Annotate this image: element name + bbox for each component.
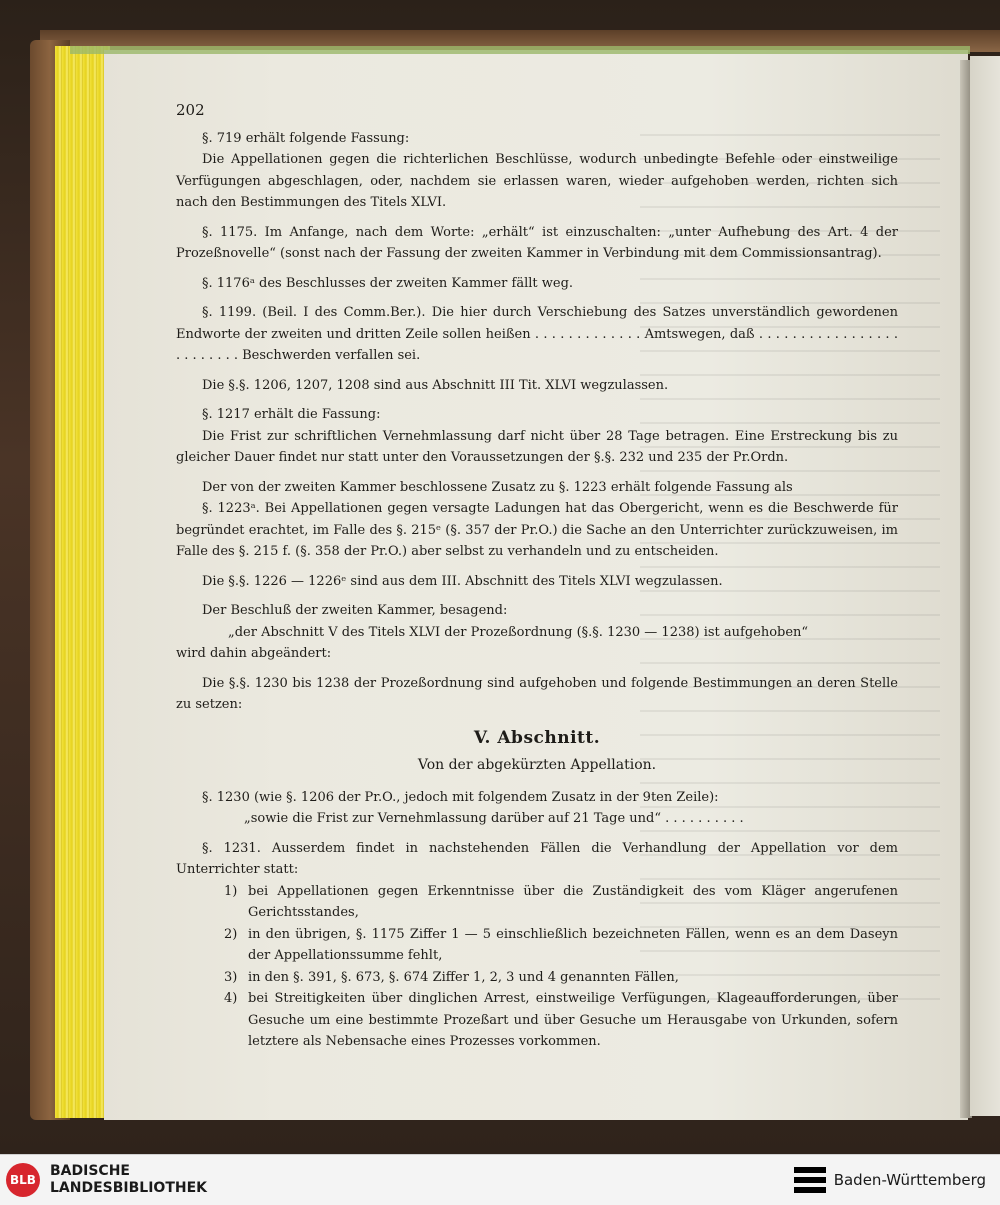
paragraph-1230: §. 1230 (wie §. 1206 der Pr.O., jedoch mit folgendem Zusatz in der 9ten Zeile): bbox=[202, 789, 719, 805]
list-item: 2) in den übrigen, §. 1175 Ziffer 1 — 5 einschließlich bezeichneten Fällen, wenn es an dem Daseyn der Appellationssumme fehlt, bbox=[224, 926, 898, 963]
blb-line2: LANDESBIBLIOTHEK bbox=[50, 1180, 208, 1196]
blb-name[interactable] bbox=[50, 1163, 207, 1197]
page-text bbox=[176, 100, 898, 1053]
section-heading: V. Abschnitt. bbox=[473, 727, 601, 748]
section-subheading: Von der abgekürzten Appellation. bbox=[417, 757, 657, 773]
paragraph-1175: §. 1175. Im Anfange, nach dem Worte: „erhält“ ist einzuschalten: „unter Aufhebung des Art. 4 der Prozeßnovelle“ (sonst nach der Fassung der zweiten Kammer in Verbindung mit dem Commissionsantrag). bbox=[176, 224, 898, 261]
bw-lions-icon bbox=[794, 1165, 826, 1195]
paragraph-1217-text: Die Frist zur schriftlichen Vernehmlassung darf nicht über 28 Tage betragen. Eine Erstreckung bis zu gleicher Dauer findet nur statt unter den Voraussetzungen der §.§. 232 und 235 der Pr.Ordn. bbox=[176, 428, 898, 465]
top-edge-band bbox=[70, 46, 970, 54]
footer-bar bbox=[0, 1154, 1000, 1205]
paragraph-1231-list bbox=[176, 881, 898, 1053]
paragraph-1226: Die §.§. 1226 — 1226ᵉ sind aus dem III. Abschnitt des Titels XLVI wegzulassen. bbox=[202, 573, 723, 589]
paragraph-1217-intro: §. 1217 erhält die Fassung: bbox=[202, 407, 381, 422]
list-item: 4) bei Streitigkeiten über dinglichen Arrest, einstweilige Verfügungen, Klageaufforderungen, über Gesuche um eine bestimmte Prozeßart und über Gesuche um Herausgabe von Urkunden, sofern letztere als Nebensache eines Prozesses vorkommen. bbox=[224, 991, 898, 1049]
facing-page bbox=[970, 56, 1000, 1116]
beschluss-end: wird dahin abgeändert: bbox=[176, 646, 332, 661]
page-number: 202 bbox=[176, 101, 205, 119]
bw-logo[interactable] bbox=[794, 1165, 986, 1195]
paragraph-1223-text: §. 1223ᵃ. Bei Appellationen gegen versagte Ladungen hat das Obergericht, wenn es die Beschwerde für begründet erachtet, im Falle des §. 215ᵉ (§. 357 der Pr.O.) die Sache an den Unterrichter zurückzuweisen, im Falle des §. 215 f. (§. 358 der Pr.O.) aber selbst zu verhandeln und zu entscheiden. bbox=[176, 501, 898, 559]
list-item: 3) in den §. 391, §. 673, §. 674 Ziffer 1, 2, 3 und 4 genannten Fällen, bbox=[224, 969, 679, 985]
paragraph-1223-intro: Der von der zweiten Kammer beschlossene Zusatz zu §. 1223 erhält folgende Fassung als bbox=[202, 479, 793, 495]
paragraph-719-intro: §. 719 erhält folgende Fassung: bbox=[202, 130, 410, 146]
bw-name: Baden-Württemberg bbox=[833, 1171, 986, 1189]
blb-logo-icon[interactable]: BLB bbox=[6, 1163, 40, 1197]
paragraph-1230-quote: „sowie die Frist zur Vernehmlassung darüber auf 21 Tage und“ . . . . . . . . . . bbox=[244, 811, 744, 826]
page-edges bbox=[55, 46, 110, 1118]
paragraph-719-text: Die Appellationen gegen die richterlichen Beschlüsse, wodurch unbedingte Befehle oder einstweilige Verfügungen abgeschlagen, oder, nachdem sie erlassen waren, wieder aufgehoben werden, richten sich nach den Bestimmungen des Titels XLVI. bbox=[176, 152, 898, 210]
paragraph-1176: §. 1176ᵃ des Beschlusses der zweiten Kammer fällt weg. bbox=[202, 275, 574, 291]
paragraph-1230-1238: Die §.§. 1230 bis 1238 der Prozeßordnung sind aufgehoben und folgende Bestimmungen an deren Stelle zu setzen: bbox=[176, 675, 898, 712]
beschluss-intro: Der Beschluß der zweiten Kammer, besagend: bbox=[202, 603, 508, 618]
paragraph-1231-intro: §. 1231. Ausserdem findet in nachstehenden Fällen die Verhandlung der Appellation vor dem Unterrichter statt: bbox=[176, 840, 898, 877]
paragraph-1206: Die §.§. 1206, 1207, 1208 sind aus Abschnitt III Tit. XLVI wegzulassen. bbox=[202, 377, 669, 393]
list-item: 1) bei Appellationen gegen Erkenntnisse über die Zuständigkeit des vom Kläger angerufenen Gerichtsstandes, bbox=[224, 883, 898, 920]
beschluss-quote: „der Abschnitt V des Titels XLVI der Prozeßordnung (§.§. 1230 — 1238) ist aufgehoben“ bbox=[228, 624, 809, 640]
blb-line1: BADISCHE bbox=[50, 1163, 130, 1179]
paragraph-1199: §. 1199. (Beil. I des Comm.Ber.). Die hier durch Verschiebung des Satzes unverständlich gewordenen Endworte der zweiten und dritten Zeile sollen heißen . . . . . . . . . . . . . Amtswegen, daß . . . . . . . . . . . . . . . . . . . . . . . . . Beschwerden verfallen sei. bbox=[176, 305, 898, 363]
